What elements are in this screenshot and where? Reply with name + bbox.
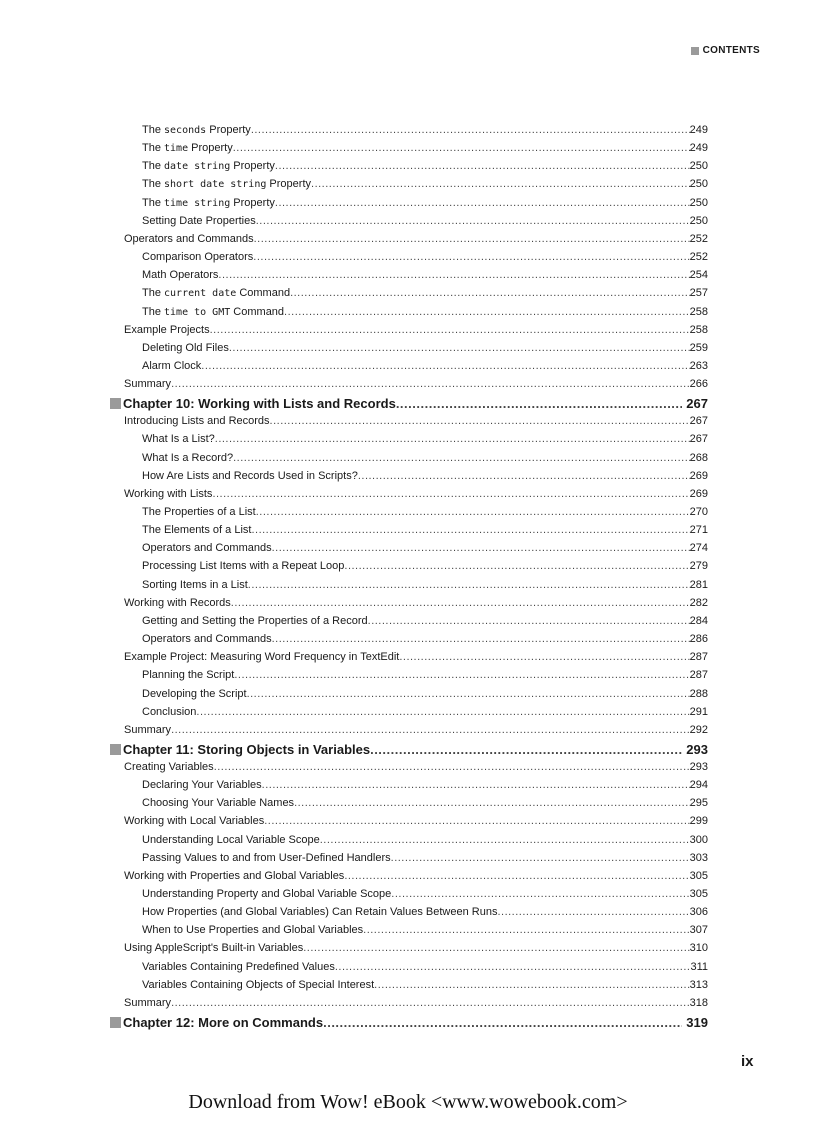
toc-page-number: 288 (689, 687, 708, 700)
title-text: Developing the Script (142, 687, 247, 700)
title-text: The (142, 178, 165, 191)
title-text: Working with Local Variables (124, 815, 265, 828)
toc-page-number: 306 (689, 906, 708, 919)
toc-page-number: 267 (686, 396, 708, 412)
title-text: The (142, 124, 165, 136)
toc-page-number: 250 (689, 196, 708, 209)
dot-leader (231, 597, 690, 609)
toc-chapter-entry[interactable] (110, 1015, 708, 1033)
title-text: The Properties of a List (142, 506, 256, 518)
toc-entry-title (142, 524, 251, 536)
toc-entry[interactable] (124, 415, 708, 431)
toc-page-number: 281 (689, 578, 708, 591)
toc-page-number: 293 (686, 741, 708, 757)
toc-page-number: 293 (689, 760, 708, 773)
toc-entry-title (142, 452, 233, 464)
title-text: Variables Containing Objects of Special Interest (142, 978, 375, 991)
title-text: The (142, 160, 165, 173)
toc-entry-title (142, 506, 256, 518)
toc-entry[interactable] (124, 324, 708, 340)
toc-page-number: 318 (689, 996, 708, 1009)
header-square-icon (691, 47, 699, 55)
download-footer: Download from Wow! eBook <www.wowebook.com> (188, 1091, 628, 1113)
dot-leader (214, 761, 690, 773)
toc-page-number: 319 (686, 1015, 708, 1031)
toc-entry-title (124, 378, 171, 390)
toc-entry-title (142, 542, 272, 554)
title-text: Understanding Property and Global Variable Scope (142, 888, 392, 900)
toc-entry[interactable] (142, 633, 708, 649)
dot-leader (497, 906, 689, 918)
toc-entry[interactable] (142, 470, 708, 486)
dot-leader (256, 506, 690, 518)
toc-page-number: 303 (689, 851, 708, 864)
toc-entry-title (124, 324, 210, 336)
dot-leader (171, 378, 690, 390)
toc-page-number: 307 (689, 924, 708, 937)
title-text: Example Projects (124, 323, 210, 336)
title-text: The (142, 287, 165, 300)
toc-entry[interactable] (142, 251, 708, 267)
dot-leader (171, 724, 690, 736)
toc-entry-title (142, 142, 233, 154)
title-text: Variables Containing Predefined Values (142, 960, 335, 973)
dot-leader (368, 615, 690, 627)
toc-entry-title (142, 197, 275, 209)
title-text: Setting Date Properties (142, 214, 256, 227)
title-text: The (142, 305, 165, 318)
toc-entry[interactable] (142, 524, 708, 540)
toc-entry[interactable] (142, 506, 708, 522)
toc-entry[interactable] (142, 961, 708, 977)
title-text: Comparison Operators (142, 251, 254, 264)
dot-leader (294, 797, 690, 809)
dot-leader (247, 688, 690, 700)
toc-entry-title (110, 742, 370, 757)
toc-entry[interactable] (142, 797, 708, 813)
title-text: Conclusion (142, 705, 197, 718)
dot-leader (233, 452, 690, 464)
title-text: Operators and Commands (142, 633, 272, 646)
dot-leader (233, 142, 690, 154)
toc-entry[interactable] (142, 160, 708, 176)
toc-entry[interactable] (124, 597, 708, 613)
title-text: Property (206, 124, 251, 136)
dot-leader (344, 560, 689, 572)
title-text: Working with Lists (124, 487, 213, 500)
toc-entry-title (142, 579, 248, 591)
toc-entry-title (124, 233, 254, 245)
toc-page-number: 267 (689, 415, 708, 428)
code-term: current date (164, 288, 237, 300)
title-text: Working with Records (124, 596, 231, 609)
dot-leader (396, 396, 682, 411)
dot-leader (284, 306, 690, 318)
toc-page-number: 249 (689, 142, 708, 155)
title-text: Choosing Your Variable Names (142, 797, 295, 810)
toc-entry[interactable] (142, 124, 708, 140)
toc-page-number: 300 (689, 833, 708, 846)
toc-entry[interactable] (124, 233, 708, 249)
toc-page-number: 311 (690, 960, 708, 973)
toc-page-number: 268 (689, 451, 708, 464)
toc-page-number: 252 (689, 232, 708, 245)
toc-page-number: 282 (689, 596, 708, 609)
toc-entry[interactable] (142, 560, 708, 576)
title-text: Alarm Clock (142, 359, 202, 372)
dot-leader (251, 124, 690, 136)
toc-page-number: 258 (689, 323, 708, 336)
title-text: Math Operators (142, 269, 219, 282)
toc-page-number: 313 (689, 978, 708, 991)
toc-page-number: 295 (689, 797, 708, 810)
dot-leader (196, 706, 689, 718)
dot-leader (253, 251, 689, 263)
title-text: Introducing Lists and Records (124, 415, 270, 428)
code-term: time string (164, 197, 231, 209)
title-text: Working with Properties and Global Variables (124, 869, 345, 882)
dot-leader (275, 197, 690, 209)
toc-entry[interactable] (124, 488, 708, 504)
title-text: Passing Values to and from User-Defined Handlers (142, 851, 391, 864)
toc-entry-title (124, 724, 171, 736)
dot-leader (256, 215, 690, 227)
toc-page-number: 299 (689, 815, 708, 828)
toc-entry-title (142, 287, 290, 299)
code-term: seconds (164, 125, 207, 136)
toc-chapter-entry[interactable] (110, 396, 708, 414)
toc-entry-title (142, 178, 311, 190)
toc-entry-title (142, 633, 272, 645)
toc-entry-title (124, 761, 214, 773)
toc-page-number: 269 (689, 487, 708, 500)
dot-leader (262, 779, 690, 791)
toc-entry[interactable] (142, 452, 708, 468)
dot-leader (270, 415, 690, 427)
toc-entry[interactable] (142, 269, 708, 285)
toc-entry[interactable] (124, 815, 708, 831)
toc-entry[interactable] (142, 342, 708, 358)
dot-leader (290, 287, 690, 299)
toc-entry-title (142, 888, 391, 900)
dot-leader (374, 979, 689, 991)
title-text: Using AppleScript's Built-in Variables (124, 942, 304, 955)
title-text: When to Use Properties and Global Variables (142, 924, 364, 937)
title-text: Declaring Your Variables (142, 779, 262, 792)
title-text: The (142, 142, 165, 155)
title-text: What Is a Record? (142, 451, 234, 464)
title-text: Property (230, 160, 275, 173)
title-text: Sorting Items in a List (142, 578, 248, 591)
toc-entry[interactable] (124, 997, 708, 1013)
dot-leader (363, 924, 690, 936)
toc-entry-title (124, 870, 344, 882)
title-text: Operators and Commands (124, 232, 254, 245)
title-text: Planning the Script (142, 669, 235, 682)
dot-leader (229, 342, 690, 354)
toc-entry-title (142, 797, 294, 809)
toc-page-number: 287 (689, 651, 708, 664)
toc-entry-title (124, 597, 231, 609)
toc-entry[interactable] (124, 651, 708, 667)
toc-chapter-entry[interactable] (110, 742, 708, 760)
dot-leader (218, 269, 689, 281)
toc-entry-title (124, 488, 212, 500)
toc-entry-title (142, 433, 215, 445)
toc-page-number: 294 (689, 779, 708, 792)
title-text: The (142, 196, 165, 209)
dot-leader (370, 742, 682, 757)
toc-entry-title (142, 269, 218, 281)
toc-page-number: 286 (689, 633, 708, 646)
toc-entry[interactable] (124, 378, 708, 394)
dot-leader (234, 669, 689, 681)
toc-entry[interactable] (142, 306, 708, 322)
toc-entry-title (124, 815, 264, 827)
title-text: Example Project: Measuring Word Frequency in TextEdit (124, 651, 400, 664)
toc-page-number: 257 (689, 287, 708, 300)
dot-leader (335, 961, 691, 973)
toc-page-number: 279 (689, 560, 708, 573)
toc-entry-title (142, 615, 368, 627)
code-term: time (164, 143, 189, 155)
title-text: Summary (124, 996, 172, 1009)
toc-page-number: 263 (689, 359, 708, 372)
toc-entry-title (142, 852, 391, 864)
toc-page-number: 270 (689, 506, 708, 518)
toc-page-number: 249 (689, 124, 708, 136)
code-term: date string (164, 161, 231, 173)
title-text: Summary (124, 378, 172, 391)
toc-page-number: 269 (689, 469, 708, 482)
dot-leader (171, 997, 690, 1009)
title-text: Chapter 12: More on Commands (123, 1015, 324, 1031)
toc-page-number: 252 (689, 251, 708, 264)
toc-entry[interactable] (142, 669, 708, 685)
running-header (691, 45, 760, 56)
dot-leader (215, 433, 690, 445)
toc-entry-title (110, 1015, 323, 1030)
toc-entry[interactable] (142, 178, 708, 194)
toc-page-number: 250 (689, 178, 708, 191)
code-term: time to GMT (164, 306, 231, 318)
title-text: What Is a List? (142, 433, 215, 446)
toc-entry-title (124, 942, 303, 954)
dot-leader (201, 360, 689, 372)
dot-leader (323, 1015, 682, 1030)
title-text: How Properties (and Global Variables) Can Retain Values Between Runs (142, 906, 498, 919)
toc-entry-title (142, 961, 335, 973)
toc-page-number: 271 (689, 524, 708, 537)
toc-entry[interactable] (142, 924, 708, 940)
toc-entry-title (142, 306, 284, 318)
toc-entry[interactable] (142, 615, 708, 631)
title-text: Creating Variables (124, 760, 214, 773)
toc-entry-title (142, 342, 229, 354)
dot-leader (212, 488, 689, 500)
toc-entry-title (142, 779, 262, 791)
toc-entry-title (110, 396, 396, 411)
dot-leader (275, 160, 690, 172)
toc-entry[interactable] (142, 779, 708, 795)
toc-entry-title (142, 669, 234, 681)
toc-entry[interactable] (124, 761, 708, 777)
toc-entry[interactable] (142, 433, 708, 449)
toc-page-number: 267 (689, 433, 708, 446)
toc-entry-title (142, 906, 497, 918)
code-term: short date string (164, 179, 267, 191)
title-text: Command (230, 305, 285, 318)
toc-page-number: 254 (689, 269, 708, 282)
dot-leader (391, 852, 690, 864)
toc-page-number: 266 (689, 378, 708, 391)
title-text: Understanding Local Variable Scope (142, 833, 320, 846)
title-text: Summary (124, 723, 172, 736)
toc-entry-title (142, 834, 320, 846)
dot-leader (358, 470, 690, 482)
header-label: CONTENTS (702, 45, 760, 56)
toc-entry[interactable] (142, 834, 708, 850)
dot-leader (399, 651, 689, 663)
dot-leader (248, 579, 690, 591)
title-text: The Elements of a List (142, 524, 252, 537)
title-text: Command (236, 287, 291, 300)
toc-entry[interactable] (142, 579, 708, 595)
dot-leader (272, 633, 690, 645)
toc-entry-title (142, 706, 196, 718)
title-text: Operators and Commands (142, 542, 272, 555)
toc-page-number: 305 (689, 888, 708, 900)
toc-entry-title (142, 124, 251, 136)
toc-entry[interactable] (142, 360, 708, 376)
page-number: ix (741, 1053, 754, 1070)
toc-entry[interactable] (142, 688, 708, 704)
toc-entry[interactable] (142, 215, 708, 231)
dot-leader (272, 542, 690, 554)
dot-leader (320, 834, 690, 846)
toc-page-number: 291 (689, 705, 708, 718)
toc-entry[interactable] (142, 197, 708, 213)
toc-page-number: 287 (689, 669, 708, 682)
toc-page-number: 310 (689, 942, 708, 955)
dot-leader (210, 324, 690, 336)
toc-entry[interactable] (142, 706, 708, 722)
title-text: Chapter 11: Storing Objects in Variables (123, 741, 371, 757)
dot-leader (251, 524, 689, 536)
toc-entry-title (142, 560, 344, 572)
dot-leader (344, 870, 689, 882)
dot-leader (254, 233, 690, 245)
title-text: Processing List Items with a Repeat Loop (142, 560, 345, 573)
toc-page-number: 250 (689, 160, 708, 173)
toc-page-number: 250 (689, 214, 708, 227)
toc-entry-title (142, 160, 275, 172)
title-text: Property (266, 178, 312, 191)
title-text: Chapter 10: Working with Lists and Records (123, 396, 396, 412)
chapter-square-icon (110, 1017, 121, 1028)
dot-leader (303, 942, 689, 954)
dot-leader (264, 815, 689, 827)
chapter-square-icon (110, 398, 121, 409)
toc-entry-title (142, 688, 247, 700)
title-text: Getting and Setting the Properties of a Record (142, 614, 368, 627)
title-text: Property (188, 142, 233, 155)
toc-entry[interactable] (142, 852, 708, 868)
title-text: How Are Lists and Records Used in Scripts? (142, 469, 358, 482)
title-text: Property (230, 196, 275, 209)
toc-page-number: 274 (689, 542, 708, 555)
title-text: Deleting Old Files (142, 341, 229, 354)
toc-entry-title (142, 470, 358, 482)
toc-entry-title (124, 415, 270, 427)
dot-leader (391, 888, 689, 900)
toc-entry[interactable] (142, 287, 708, 303)
toc-entry-title (142, 215, 256, 227)
toc-entry[interactable] (142, 906, 708, 922)
toc-page-number: 284 (689, 614, 708, 627)
toc-entry[interactable] (142, 979, 708, 995)
toc-entry[interactable] (124, 942, 708, 958)
toc-entry[interactable] (124, 724, 708, 740)
toc-entry-title (142, 979, 374, 991)
toc-entry[interactable] (142, 542, 708, 558)
toc-page-number: 305 (689, 869, 708, 882)
toc-entry[interactable] (142, 888, 708, 904)
toc-page-number: 292 (689, 723, 708, 736)
toc-entry[interactable] (142, 142, 708, 158)
toc-entry-title (142, 924, 363, 936)
toc-entry-title (142, 360, 201, 372)
toc-entry-title (124, 651, 399, 663)
toc-entry-title (142, 251, 253, 263)
chapter-square-icon (110, 744, 121, 755)
toc-page-number: 258 (689, 305, 708, 318)
toc-entry-title (124, 997, 171, 1009)
dot-leader (311, 178, 690, 190)
toc-entry[interactable] (124, 870, 708, 886)
toc-page-number: 259 (689, 341, 708, 354)
